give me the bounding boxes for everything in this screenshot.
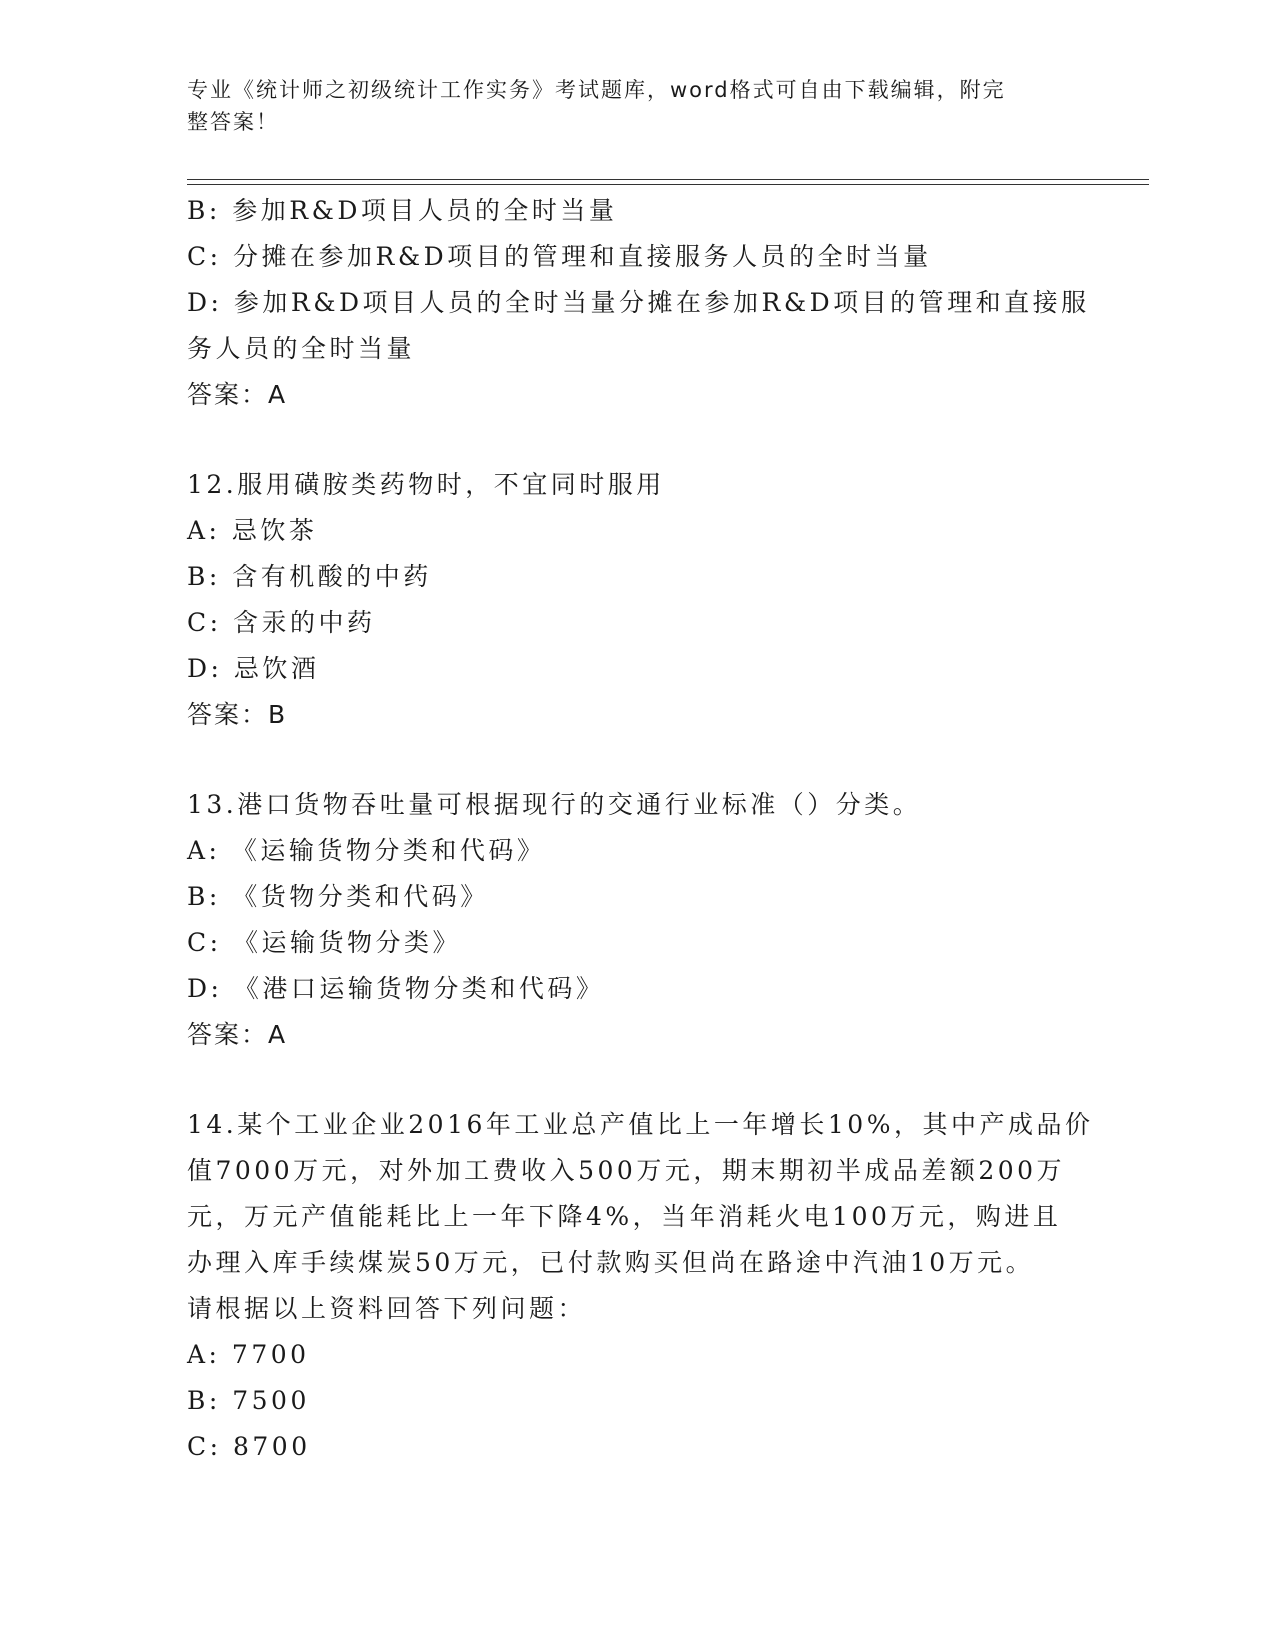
question-14-option-a: A: 7700 [187,1340,310,1369]
question-14-option-b: B: 7500 [187,1386,310,1415]
question-12-option-a: A: 忌饮茶 [187,516,318,545]
question-11-block [187,188,1090,418]
question-14-text-line-2: 值7000万元，对外加工费收入500万元，期末期初半成品差额200万 [187,1156,1066,1185]
question-12-option-c: C: 含汞的中药 [187,608,376,637]
question-14-text-line-5: 请根据以上资料回答下列问题： [187,1294,587,1323]
question-13-answer: 答案：A [187,1020,288,1049]
question-14-option-c: C: 8700 [187,1432,311,1461]
spacer [187,418,1087,462]
question-13-option-a: A: 《运输货物分类和代码》 [187,836,546,865]
spacer [187,738,1087,782]
question-12-option-d: D: 忌饮酒 [187,654,320,683]
question-12-text: 12.服用磺胺类药物时，不宜同时服用 [187,470,665,499]
question-14-block [187,1102,1094,1470]
question-12-answer: 答案：B [187,700,288,729]
question-11-option-b: B: 参加R&D项目人员的全时当量 [187,196,618,225]
question-13-option-d: D: 《港口运输货物分类和代码》 [187,974,605,1003]
document-body [187,188,1094,1470]
spacer [187,1058,1087,1102]
document-header [187,74,1067,138]
question-13-option-b: B: 《货物分类和代码》 [187,882,489,911]
header-line-1: 专业《统计师之初级统计工作实务》考试题库，word格式可自由下载编辑，附完 [187,78,1006,102]
question-12-block [187,462,1087,738]
question-12-option-b: B: 含有机酸的中药 [187,562,432,591]
question-11-option-d-line-2: 务人员的全时当量 [187,334,416,363]
question-14-text-line-4: 办理入库手续煤炭50万元，已付款购买但尚在路途中汽油10万元。 [187,1248,1035,1277]
question-14-text-line-3: 元，万元产值能耗比上一年下降4%，当年消耗火电100万元，购进且 [187,1202,1062,1231]
question-11-option-c: C: 分摊在参加R&D项目的管理和直接服务人员的全时当量 [187,242,932,271]
header-line-2: 整答案！ [187,110,279,134]
question-11-option-d-line-1: D: 参加R&D项目人员的全时当量分摊在参加R&D项目的管理和直接服 [187,288,1090,317]
question-14-text-line-1: 14.某个工业企业2016年工业总产值比上一年增长10%，其中产成品价 [187,1110,1094,1139]
question-11-answer: 答案：A [187,380,288,409]
header-divider-bottom [187,184,1149,185]
question-13-option-c: C: 《运输货物分类》 [187,928,461,957]
question-13-block [187,782,1087,1058]
header-divider-top [187,179,1149,180]
question-13-text: 13.港口货物吞吐量可根据现行的交通行业标准（）分类。 [187,790,922,819]
